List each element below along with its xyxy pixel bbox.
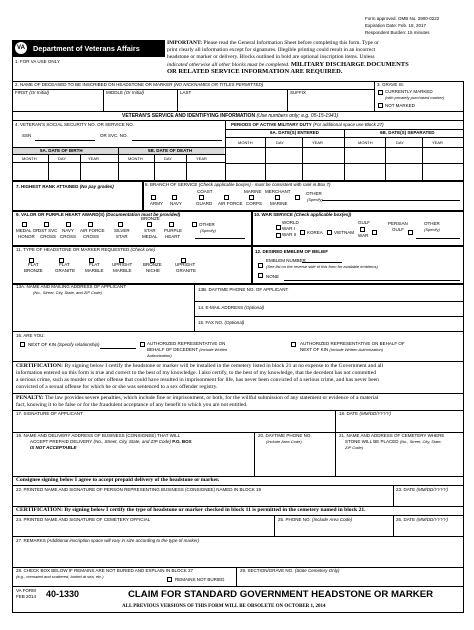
- flat-granite-label-2: GRANITE: [55, 268, 76, 273]
- applicant-signature-input[interactable]: [15, 418, 332, 430]
- block-24-label: 24. PRINTED NAME AND SIGNATURE OF CEMETERY OFFICIAL: [16, 517, 151, 522]
- suffix-input[interactable]: [288, 97, 373, 110]
- other-award-checkbox[interactable]: [192, 222, 197, 227]
- flat-bronze-label-2: BRONZE: [24, 268, 43, 273]
- va-seal-icon: VA: [15, 42, 27, 54]
- block-25-label: 25. PHONE NO. (Include Area Code): [278, 517, 353, 522]
- dob-label: 5A. DATE OF BIRTH: [40, 148, 83, 153]
- block-16-label: 16. ARE YOU:: [16, 333, 45, 338]
- important-line-3: headstone or marker or delivery. Blocks outlined in bold are optional inscription items. Unless: [167, 54, 375, 60]
- certification-2: CERTIFICATION: By signing below I certify the type of headstone or marker checked in block 11 is permitted in the cemetery named in block 21.: [16, 507, 366, 513]
- emblem-number-checkbox[interactable]: [258, 263, 263, 268]
- vet-info-title: VETERAN'S SERVICE AND IDENTIFYING INFORMATION (Use numbers only; e.g. 05-15-1941): [122, 113, 339, 119]
- marine-corps-checkbox[interactable]: [249, 195, 254, 200]
- important-line-4: indicated otherwise all other blocks must be completed. MILITARY DISCHARGE DOCUMENTS: [167, 61, 409, 68]
- dst-svc-label-2: CROSS: [40, 234, 57, 239]
- svc-no-label: OR SVC. NO.: [100, 133, 128, 138]
- rep-next-of-kin-checkbox[interactable]: [291, 342, 296, 347]
- other-war-checkbox[interactable]: [408, 230, 413, 235]
- block-17-label: 17. SIGNATURE OF APPLICANT: [16, 411, 83, 416]
- bronze-medal-label: MEDAL: [142, 234, 158, 239]
- marine-label: MARINE: [270, 201, 288, 206]
- rep-decedent-label-2: BEHALF OF DECEDENT (Include Written: [147, 347, 228, 352]
- army-checkbox[interactable]: [151, 195, 156, 200]
- block-11-label: 11. TYPE OF HEADSTONE OR MARKER REQUESTED (Check one): [16, 247, 156, 252]
- upright-granite-label-1: UPRIGHT: [175, 262, 196, 267]
- other-branch-label: OTHER: [306, 191, 322, 196]
- rep-decedent-label-1: AUTHORIZED REPRESENTATIVE ON: [147, 341, 226, 346]
- block-9-label: 9. VALOR OR PURPLE HEART AWARD(S) (Documentation must be provided): [16, 212, 181, 217]
- entered-day: DAY: [276, 140, 284, 145]
- first-name-input[interactable]: [14, 97, 102, 110]
- gulf-war-label-2: WAR: [358, 233, 369, 238]
- emblem-none-checkbox[interactable]: [258, 273, 263, 278]
- cemetery-address-input[interactable]: [337, 452, 462, 474]
- rep-nok-label-2: NEXT OF KIN (Include Written Authorization): [300, 347, 384, 352]
- medal-of-honor-label-2: HONOR: [18, 234, 35, 239]
- middle-name-input[interactable]: [104, 97, 176, 110]
- block-23-label: 23. DATE (MM/DD/YYYY): [396, 487, 448, 492]
- entered-year: YEAR: [312, 140, 323, 145]
- medal-of-honor-label-1: MEDAL OF: [16, 228, 39, 233]
- block-21-line-3: ZIP Code): [345, 445, 364, 450]
- certification-line-3: a serious crime, such as murder or other offense that could have resulted in imprisonment for life, has never been convicted of a serious crime, and has never been: [16, 377, 379, 383]
- navy-cross-label-1: NAVY: [62, 228, 74, 233]
- cemetery-phone-input[interactable]: [276, 524, 390, 534]
- certification-line-1: CERTIFICATION: By signing below I certify the headstone or marker will be installed in the cemetery listed in block 21 at no expense to the Government and all: [16, 363, 384, 369]
- block-20-note: (Include Area Code): [266, 439, 302, 444]
- block-27-label: 27. REMARKS (Additional inscription space will vary in size according to the type of marker): [16, 538, 200, 543]
- block-18-label: 18. DATE (MM/DD/YYYY): [339, 411, 391, 416]
- dod-day: DAY: [164, 156, 172, 161]
- agency-banner: [12, 40, 165, 56]
- coast-guard-label-bottom: GUARD: [196, 201, 213, 206]
- cemetery-date-input[interactable]: [395, 524, 462, 534]
- entered-month: MONTH: [238, 140, 253, 145]
- air-force-cross-checkbox[interactable]: [88, 222, 93, 227]
- dst-svc-label-1: DST SVC: [38, 228, 58, 233]
- purple-heart-label-2: HEART: [165, 234, 181, 239]
- other-award-input[interactable]: [195, 230, 245, 238]
- dob-input[interactable]: [13, 163, 117, 179]
- relationship-input[interactable]: [100, 340, 136, 348]
- world-war-i-label-2: WAR I: [282, 226, 295, 231]
- other-branch-note: (Specify): [307, 197, 323, 202]
- business-phone-input[interactable]: [256, 447, 333, 474]
- block-10-label: 10. WAR SERVICE (Check applicable box(es)): [254, 212, 352, 217]
- emblem-number-label: EMBLEM NUMBER: [266, 258, 306, 263]
- silver-star-checkbox[interactable]: [118, 222, 123, 227]
- not-marked-checkbox[interactable]: [378, 103, 383, 108]
- block-8-label: 8. BRANCH OF SERVICE (Check applicable box(es) - must be consistent with rank in Box 7): [145, 182, 331, 187]
- dod-input[interactable]: [119, 163, 224, 179]
- business-address-input[interactable]: [15, 452, 251, 474]
- world-war-ii-label: WAR II: [282, 232, 297, 237]
- persian-gulf-label-1: PERSIAN: [388, 221, 408, 226]
- remains-not-buried-checkbox[interactable]: [167, 577, 172, 582]
- dod-year: YEAR: [196, 156, 207, 161]
- fax-label: 15. FAX NO. (Optional): [198, 320, 245, 325]
- applicant-address-input[interactable]: [15, 297, 191, 329]
- ssn-input[interactable]: [35, 130, 95, 140]
- active-duty-title: PERIODS OF ACTIVE MILITARY DUTY (For additional space use Block 27): [231, 122, 384, 127]
- ssn-label: SSN: [22, 133, 32, 138]
- currently-marked-checkbox[interactable]: [378, 90, 383, 95]
- af-cross-label-1: AIR FORCE: [80, 228, 105, 233]
- army-label: ARMY: [150, 201, 164, 206]
- vietnam-label: VIETNAM: [334, 230, 355, 235]
- currently-marked-note: (with privately purchased marker): [385, 95, 445, 100]
- rep-decedent-checkbox[interactable]: [140, 342, 145, 347]
- other-war-label: OTHER: [424, 221, 440, 226]
- gulf-war-checkbox[interactable]: [360, 227, 365, 232]
- dst-svc-cross-checkbox[interactable]: [44, 222, 49, 227]
- block-22-label: 22. PRINTED NAME AND SIGNATURE OF PERSON REPRESENTING BUSINESS (CONSIGNEE) NAMED IN BLOCK 19: [16, 487, 261, 492]
- upright-granite-label-2: GRANITE: [176, 268, 197, 273]
- air-force-checkbox[interactable]: [224, 195, 229, 200]
- other-war-note: (Specify): [424, 227, 440, 232]
- form-title: CLAIM FOR STANDARD GOVERNMENT HEADSTONE OR MARKER: [128, 589, 434, 600]
- cemetery-official-signature-input[interactable]: [15, 524, 271, 534]
- block-12-label-bold: 12. DESIRED EMBLEM OF BELIEF: [255, 249, 329, 254]
- block-1-label: 1. FOR VA USE ONLY: [15, 59, 60, 64]
- applicant-date-input[interactable]: [337, 418, 462, 430]
- block-28-note: (e.g., cremated and scattered, buried at sea, etc.): [16, 574, 104, 579]
- not-marked-label: NOT MARKED: [385, 103, 415, 108]
- other-branch-checkbox[interactable]: [295, 195, 300, 200]
- other-award-label: OTHER: [199, 222, 215, 227]
- korea-checkbox[interactable]: [300, 230, 305, 235]
- block-19-line-3: IS NOT ACCEPTABLE: [30, 445, 77, 450]
- block-4-label: 4. VETERAN'S SOCIAL SECURITY NO. OR SERVICE NO.: [15, 122, 135, 127]
- block-26-label: 26. DATE (MM/DD/YYYY): [396, 517, 448, 522]
- silver-star-label-2: STAR: [116, 234, 128, 239]
- next-of-kin-checkbox[interactable]: [20, 342, 25, 347]
- af-cross-label-2: CROSS: [83, 234, 100, 239]
- rep-decedent-note: Authorization): [147, 353, 172, 358]
- email-label: 14. E-MAIL ADDRESS (Optional): [198, 305, 265, 310]
- niche-label-2: NICHE: [146, 268, 161, 273]
- dates-separated-input[interactable]: [345, 148, 463, 179]
- block-13a-note: (No., Street, City, State, and ZIP Code): [33, 290, 102, 295]
- suffix-label: SUFFIX: [290, 90, 307, 95]
- block-13b-label: 13B. DAYTIME PHONE NO. OF APPLICANT: [198, 287, 289, 292]
- dod-label: 5B. DATE OF DEATH: [148, 148, 193, 153]
- last-name-input[interactable]: [178, 97, 286, 110]
- merchant-marine-checkbox[interactable]: [275, 195, 280, 200]
- agency-title: Department of Veterans Affairs: [33, 44, 140, 53]
- footer-va-form: VA FORM: [16, 588, 36, 593]
- navy-label: NAVY: [170, 201, 182, 206]
- service-number-input[interactable]: [132, 130, 222, 140]
- penalty-line-2: fact, knowing it to be false or for the fraudulent acceptance of any benefit to which you are not entitled.: [16, 402, 248, 408]
- remarks-input[interactable]: [15, 545, 462, 565]
- block-28-label: 28. CHECK BOX BELOW IF REMAINS ARE NOT BURIED AND EXPLAIN IN BLOCK 27: [16, 568, 193, 573]
- flat-marble-label-2: MARBLE: [85, 268, 104, 273]
- flat-marble-label-1: FLAT: [89, 262, 100, 267]
- first-name-label: FIRST (Or Initial): [15, 90, 49, 95]
- gulf-war-label-1: GULF: [358, 220, 371, 225]
- important-line-1: IMPORTANT: Please read the General Information Sheet before completing this form. Type or: [167, 40, 379, 46]
- persian-gulf-checkbox[interactable]: [372, 230, 377, 235]
- separated-month: MONTH: [358, 140, 373, 145]
- consignee-date-input[interactable]: [395, 494, 462, 504]
- coast-guard-checkbox[interactable]: [199, 195, 204, 200]
- certification-line-2: information entered on this form is true and correct to the best of my knowledge. I also certify, to the best of my knowledge, that the decedent has not committed: [16, 370, 377, 376]
- consignee-note: Consignee signing below I agree to accept prepaid delivery of the headstone or marker.: [16, 477, 220, 483]
- vietnam-checkbox[interactable]: [327, 230, 332, 235]
- emblem-number-note: (See list on the reverse side of this form for available emblems): [266, 264, 378, 269]
- dob-day: DAY: [58, 156, 66, 161]
- navy-cross-checkbox[interactable]: [66, 222, 71, 227]
- niche-label-1: BRONZE: [143, 262, 162, 267]
- separated-year: YEAR: [432, 140, 443, 145]
- world-war-ii-checkbox[interactable]: [276, 233, 281, 238]
- other-award-note: (Specify): [200, 228, 216, 233]
- expiration-date: Expiration Date: Feb. 18, 2017: [365, 23, 427, 28]
- applicant-phone-input[interactable]: [196, 293, 462, 300]
- silver-star-label-1: SILVER: [114, 228, 130, 233]
- world-war-i-label-1: WORLD: [282, 220, 299, 225]
- block-20-label: 20. DAYTIME PHONE NO.: [258, 433, 312, 438]
- bronze-label: BRONZE: [141, 216, 160, 221]
- separated-day: DAY: [396, 140, 404, 145]
- air-force-label: AIR FORCE: [218, 201, 243, 206]
- block-19-label: 19. NAME AND DELIVERY ADDRESS OF BUSINESS (CONSIGNEE) THAT WILL: [16, 433, 181, 438]
- block-21-line-2: STONE WILL BE PLACED (No., Street, City, State,: [345, 439, 442, 444]
- email-input[interactable]: [260, 304, 460, 314]
- other-branch-input[interactable]: [322, 190, 460, 200]
- coast-guard-label-top: COAST: [197, 189, 213, 194]
- important-line-2: print clearly all information except for signatures. Illegible printing could result in an incorrect: [167, 47, 376, 53]
- medal-of-honor-checkbox[interactable]: [22, 222, 27, 227]
- penalty-line-1: PENALTY: The law provides severe penalties, which include fine or imprisonment, or both, for the willful submission of any statement or evidence of a material: [16, 395, 379, 401]
- block-3-label: 3. GRAVE IS:: [377, 82, 405, 87]
- merchant-label: MERCHANT: [265, 189, 291, 194]
- form-number: 40-1330: [46, 589, 80, 599]
- block-21-label: 21. NAME AND ADDRESS OF CEMETERY WHERE: [339, 433, 445, 438]
- fax-input[interactable]: [260, 319, 460, 329]
- certification-line-4: convicted of a sexual offense for which he or she was sentenced to a sex offender registry.: [16, 384, 218, 390]
- rep-nok-label-1: AUTHORIZED REPRESENTATIVE ON BEHALF OF: [300, 341, 405, 346]
- block-2-label: 2. NAME OF DECEASED TO BE INSCRIBED ON HEADSTONE OR MARKER (NO NICKNAMES OR TITLES PERMITTED): [15, 82, 264, 87]
- marine-corps-label-bottom: CORPS: [246, 201, 263, 206]
- dates-entered-input[interactable]: [226, 148, 343, 179]
- dates-entered-label: 6A. DATE(S) ENTERED: [270, 130, 319, 135]
- marine-corps-label-top: MARINE: [244, 189, 262, 194]
- bronze-star-label: STAR: [144, 228, 156, 233]
- flat-bronze-label-1: FLAT: [28, 262, 39, 267]
- important-line-5: OR RELATED SERVICE INFORMATION ARE REQUIRED.: [167, 68, 343, 75]
- obsolete-notice: ALL PREVIOUS VERSIONS OF THIS FORM WILL BE OBSOLETE ON OCTOBER 1, 2014: [122, 604, 326, 609]
- block-29-label: 29. SECTION/GRAVE NO. (State Cemetery Only): [240, 568, 340, 573]
- block-19-line-2: ACCEPT PREPAID DELIVERY (No., Street, City, State, and ZIP Code) P.O. BOX: [30, 439, 192, 444]
- persian-gulf-label-2: GULF: [392, 227, 405, 232]
- section-grave-input[interactable]: [238, 575, 462, 585]
- dob-year: YEAR: [88, 156, 99, 161]
- emblem-none-label: NONE: [266, 274, 280, 279]
- dob-month: MONTH: [22, 156, 37, 161]
- purple-heart-label-1: PURPLE: [164, 228, 183, 233]
- dates-separated-label: 6B. DATE(S) SEPARATED: [380, 130, 435, 135]
- dod-month: MONTH: [128, 156, 143, 161]
- upright-marble-label-1: UPRIGHT: [112, 262, 133, 267]
- navy-cross-label-2: CROSS: [60, 234, 77, 239]
- korea-label: KOREA: [307, 230, 323, 235]
- last-name-label: LAST: [180, 90, 192, 95]
- world-war-i-checkbox[interactable]: [276, 225, 281, 230]
- remains-not-buried-label: REMAINS NOT BURIED: [175, 577, 225, 582]
- consignee-signature-input[interactable]: [15, 494, 390, 504]
- rank-input[interactable]: [15, 193, 140, 208]
- purple-heart-checkbox[interactable]: [169, 222, 174, 227]
- next-of-kin-label: NEXT OF KIN (Specify relationship): [28, 342, 100, 347]
- block-7-label: 7. HIGHEST RANK ATTAINED (No pay grades): [16, 184, 114, 189]
- block-13a-label: 13A. NAME AND MAILING ADDRESS OF APPLICANT: [16, 284, 127, 289]
- upright-marble-label-2: MARBLE: [113, 268, 132, 273]
- omb-approval: Form approved. OMB No. 2900-0222: [365, 16, 440, 21]
- respondent-burden: Respondent Burden: 15 minutes: [365, 30, 430, 35]
- flat-granite-label-1: FLAT: [59, 262, 70, 267]
- middle-name-label: MIDDLE (Or Initial): [106, 90, 145, 95]
- footer-date: FEB 2014: [16, 594, 37, 599]
- navy-checkbox[interactable]: [172, 195, 177, 200]
- bronze-star-checkbox[interactable]: [147, 222, 152, 227]
- currently-marked-label: CURRENTLY MARKED: [385, 89, 433, 94]
